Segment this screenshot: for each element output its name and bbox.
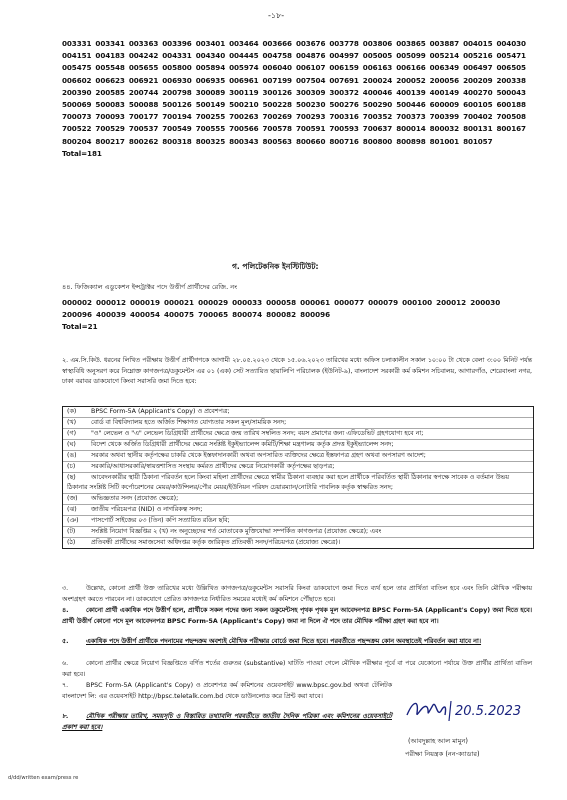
document-item-text: প্রতিবন্ধী প্রার্থীদের সমাজসেবা অধিদপ্তর কর্তৃক জারিকৃত প্রতিবন্ধী সনদ/পরিচয়পত্র (প্রযোজ্য ক্ষেত্রে)। [91, 539, 341, 546]
roll-number: 005005 [362, 51, 393, 61]
roll-number: 700529 [95, 124, 125, 134]
paragraph-4-number: ৪. [62, 607, 69, 614]
roll-total: Total=21 [62, 322, 98, 332]
roll-number: 300372 [329, 87, 359, 97]
document-item-label: (ট) [67, 528, 76, 535]
roll-number: 005099 [396, 51, 426, 61]
roll-number: 800217 [95, 136, 125, 146]
document-item [63, 418, 533, 429]
document-item [63, 451, 533, 462]
roll-number: 000100 [402, 298, 433, 307]
roll-number: 006505 [496, 63, 526, 73]
roll-number: 800325 [195, 136, 226, 146]
roll-number: 007691 [329, 75, 359, 85]
document-item-label: (ঠ) [67, 539, 76, 546]
roll-number: 004445 [229, 51, 259, 61]
document-item [63, 538, 533, 548]
roll-number: 600188 [496, 100, 526, 110]
roll-number: 005214 [429, 51, 460, 61]
document-item [63, 407, 533, 418]
roll-number: 005894 [195, 63, 226, 73]
roll-number: 006349 [429, 63, 460, 73]
document-item [63, 440, 533, 451]
roll-number: 400270 [463, 87, 493, 97]
paragraph-6 [62, 659, 532, 680]
roll-number: 004242 [128, 51, 159, 61]
roll-number: 700566 [229, 124, 259, 134]
roll-number: 700402 [463, 112, 493, 122]
roll-number: 200012 [436, 298, 467, 307]
roll-number: 700555 [195, 124, 226, 134]
roll-number: 000002 [62, 298, 93, 307]
roll-number: 500149 [195, 100, 226, 110]
roll-number: 700352 [362, 112, 393, 122]
roll-number: 003806 [362, 39, 393, 48]
roll-number: 003464 [229, 39, 259, 48]
roll-number: 400139 [396, 87, 426, 97]
roll-number: 006497 [463, 63, 493, 73]
paragraph-8 [62, 712, 392, 733]
roll-number: 003331 [62, 39, 92, 48]
roll-number: 700065 [198, 310, 229, 320]
roll-number: 500290 [362, 100, 393, 110]
roll-number: 800131 [463, 124, 493, 134]
roll-number: 006107 [295, 63, 326, 73]
roll-number: 200056 [429, 75, 460, 85]
roll-number: 003666 [262, 39, 292, 48]
roll-number: 200096 [62, 310, 93, 320]
paragraph-5-number: ৫. [62, 638, 69, 645]
roll-number: 700593 [329, 124, 359, 134]
roll-number: 800032 [429, 124, 460, 134]
roll-number: 004151 [62, 51, 92, 61]
roll-number: 400075 [164, 310, 195, 320]
roll-number: 800318 [162, 136, 192, 146]
roll-number: 600009 [429, 100, 460, 110]
roll-number: 006961 [229, 75, 259, 85]
roll-number: 000029 [198, 298, 229, 307]
roll-number: 000079 [368, 298, 399, 307]
roll-number: 500228 [262, 100, 292, 110]
roll-number: 004997 [329, 51, 359, 61]
document-item [63, 505, 533, 516]
roll-number: 800800 [362, 136, 393, 146]
roll-number: 700263 [229, 112, 259, 122]
paragraph-4 [62, 606, 532, 627]
roll-number: 006935 [195, 75, 226, 85]
roll-number: 000058 [266, 298, 297, 307]
roll-number: 800204 [62, 136, 92, 146]
paragraph-6-text: কোনো প্রার্থীর ক্ষেত্রে নিয়োগ বিজ্ঞপ্তিতে বর্ণিত শর্তের গুরুতর (substantive) ঘাটতি পাওয়া গেলে মৌখিক পরীক্ষার পূর্বে বা পরে যেকোনো পর্যায়ে উক্ত প্রার্থীর প্রার্থিতা বাতিল করা হবে। [62, 660, 532, 678]
roll-number: 005216 [463, 51, 493, 61]
roll-number: 005548 [95, 63, 125, 73]
footer-file-path: d/dd/written exam/press re [8, 775, 79, 781]
roll-number: 005800 [162, 63, 192, 73]
roll-number: 801057 [463, 136, 493, 146]
paragraph-5-text: একাধিক পদে উত্তীর্ণ প্রার্থীকে পদনামের পছন্দক্রম অবশ্যই মৌখিক পরীক্ষার বোর্ডে জমা দিতে হবে। পরবর্তীতে পছন্দক্রম কোন অবস্থাতেই পরিবর্তন করা যাবে না। [86, 638, 482, 645]
roll-number: 200744 [128, 87, 159, 97]
roll-number: 000061 [300, 298, 331, 307]
roll-number: 006163 [362, 63, 393, 73]
paragraph-7-text: BPSC Form-5A (Applicant's Copy) ও প্রবেশপত্র কর্ম কমিশনের ওয়েবসাইট www.bpsc.gov.bd অথবা টেলিটক বাংলাদেশ লি: এর ওয়েবসাইট http://bpsc.teletalk.com.bd থেকে ডাউনলোড করে প্রিন্ট করা যাবে। [62, 682, 392, 700]
roll-number: 800262 [128, 136, 159, 146]
roll-number: 300126 [262, 87, 292, 97]
roll-number: 003778 [329, 39, 359, 48]
document-item-label: (ঞ) [67, 517, 79, 524]
documents-list-box [62, 406, 534, 549]
document-item-text: সংশ্লিষ্ট নিয়োগ বিজ্ঞপ্তির ২ (খ) নং অনুচ্ছেদের শর্ত মোতাবেক মুক্তিযোদ্ধা সম্পর্কিত কাগজপত্র (প্রযোজ্য ক্ষেত্রে); এবং [91, 528, 382, 535]
roll-number: 200030 [470, 298, 501, 307]
document-item-label: (জ) [67, 495, 78, 502]
roll-number: 500043 [496, 87, 526, 97]
roll-number: 400046 [362, 87, 393, 97]
roll-number: 700508 [496, 112, 526, 122]
paragraph-8-number: ৮. [62, 713, 69, 720]
roll-number: 003401 [195, 39, 226, 48]
roll-number: 700073 [62, 112, 92, 122]
roll-number: 300089 [195, 87, 226, 97]
paragraph-2: ২. এম.সি.কিউ. ধরনের লিখিত পরীক্ষায় উত্তীর্ণ প্রার্থীগণকে আগামী ২৮.০৫.২০২৩ থেকে ১৫.০৬.২০২৩ তারিখের মধ্যে অফিস চলাকালীন সকাল ১০:০০ টা থেকে বেলা ৩:০০ মিনিট পর্যন্ত স্বাস্থ্যবিধি অনুসরণ করে নিম্নোক্ত কাগজপত্র/ডকুমেন্টস এর ০১ (এক) সেট সত্যায়িত ছায়ালিপি পরিচালক (ইউনিট-৯), বাংলাদেশ সরকারী কর্ম কমিশন সচিবালয়, আগারগাঁও, শেরেবাংলা নগর, ঢাকা বরাবর ডাকযোগে কিংবা সরাসরি জমা দিতে হবে: [62, 357, 533, 386]
roll-number: 005655 [128, 63, 159, 73]
document-item-text: জাতীয় পরিচয়পত্র (NID) ও নাগরিকত্ব সনদ; [91, 506, 203, 513]
document-item-text: আবেদনকারীর স্থায়ী ঠিকানা পরিবর্তন হলে কিংবা মহিলা প্রার্থীদের ক্ষেত্রে স্বামীর ঠিকানা ব্যবহার করা হলে প্রার্থীকে পরিবর্তিত স্থায়ী ঠিকানার স্বপক্ষে সাবেক ও বর্তমান উভয় ঠিকানার সংশ্লিষ্ট সিটি কর্পোরেশনের মেয়র/কাউন্সিলর/পৌর মেয়র/ইউনিয়ন পরিষদ চেয়ারম্যান/নোটারি পাবলিক কর্তৃক স্বাক্ষরিত সনদ; [67, 474, 509, 491]
roll-number: 700373 [396, 112, 426, 122]
roll-number: 006040 [262, 63, 292, 73]
document-item-label: (ছ) [67, 474, 76, 481]
roll-number-list-2 [62, 297, 532, 334]
document-item [63, 462, 533, 473]
roll-number: 005475 [62, 63, 92, 73]
roll-number: 004183 [95, 51, 125, 61]
roll-number: 400149 [429, 87, 460, 97]
roll-number: 004876 [295, 51, 326, 61]
roll-number: 700194 [162, 112, 192, 122]
roll-number: 700399 [429, 112, 460, 122]
roll-number: 400054 [130, 310, 161, 320]
roll-number: 700578 [262, 124, 292, 134]
roll-number: 500069 [62, 100, 92, 110]
paragraph-7 [62, 681, 392, 702]
roll-number: 006166 [396, 63, 426, 73]
roll-number: 006602 [62, 75, 92, 85]
roll-number: 500126 [162, 100, 192, 110]
roll-number: 300119 [229, 87, 259, 97]
roll-number: 200052 [396, 75, 426, 85]
document-item-label: (ঝ) [67, 506, 77, 513]
document-item-text: সরকার অথবা স্থানীয় কর্তৃপক্ষের চাকরি থেকে ইস্তফাদানকারী অথবা অপসারিত ব্যক্তিদের ক্ষেত্রে ইস্তফাপত্র গ্রহণ অথবা অপসারণ আদেশ; [91, 452, 426, 459]
roll-number: 000019 [130, 298, 161, 307]
roll-number: 800096 [300, 310, 331, 320]
roll-number: 800660 [295, 136, 326, 146]
roll-number: 500446 [396, 100, 426, 110]
signatory-name: (আবদুল্লাহ আল মামুন) [408, 737, 469, 745]
roll-number: 500276 [329, 100, 359, 110]
roll-number: 003363 [128, 39, 159, 48]
roll-number: 800716 [329, 136, 359, 146]
paragraph-4-text: কোনো প্রার্থী একাধিক পদে উত্তীর্ণ হলে, প্রার্থীকে সকল পদের জন্য সকল ডকুমেন্টসহ পৃথক পৃথক মূল আবেদনপত্র BPSC Form-5A (Applicant's Copy) জমা দিতে হবে। প্রার্থী উত্তীর্ণ কোনো পদে মূল আবেদনপত্র BPSC Form-5A (Applicant's Copy) জমা না দিলে ঐ পদে তার মৌখিক পরীক্ষা গ্রহণ করা হবে না। [62, 607, 532, 625]
section-heading: গ. পলিটেকনিক ইনস্টিটিউট: [232, 262, 319, 271]
paragraph-3 [62, 584, 532, 605]
signature-date: 20.5.2023 [455, 704, 522, 719]
roll-number: 700637 [362, 124, 393, 134]
roll-number: 200390 [62, 87, 92, 97]
roll-number: 801001 [429, 136, 460, 146]
handwritten-signature [403, 693, 522, 727]
document-item-text: বিদেশ থেকে অর্জিত ডিগ্রিধারী প্রার্থীদের ক্ষেত্রে সংশ্লিষ্ট ইকুইভ্যালেন্স কমিটি/শিক্ষা মন্ত্রণালয় কর্তৃক প্রদত্ত ইকুইভ্যালেন্স সনদ; [91, 441, 394, 448]
roll-number: 006930 [162, 75, 192, 85]
document-item [63, 473, 533, 494]
roll-number: 800082 [266, 310, 297, 320]
roll-number: 700293 [295, 112, 326, 122]
document-item-label: (ক) [67, 408, 77, 415]
roll-number: 004340 [195, 51, 226, 61]
paragraph-3-number: ৩. [62, 585, 69, 592]
roll-number-list-1 [62, 38, 532, 160]
document-item-label: (ঙ) [67, 452, 77, 459]
roll-number: 007199 [262, 75, 292, 85]
document-item [63, 516, 533, 527]
roll-number: 004015 [463, 39, 493, 48]
roll-number: 003396 [162, 39, 192, 48]
paragraph-5 [62, 637, 532, 648]
roll-number: 700316 [329, 112, 359, 122]
document-item-label: (গ) [67, 430, 77, 437]
roll-number: 700255 [195, 112, 226, 122]
roll-number: 200024 [362, 75, 393, 85]
roll-number: 003341 [95, 39, 125, 48]
roll-number: 004331 [162, 51, 192, 61]
roll-number: 800074 [232, 310, 263, 320]
roll-number: 700093 [95, 112, 125, 122]
roll-number: 700522 [62, 124, 92, 134]
document-item-text: বোর্ড বা বিশ্ববিদ্যালয় হতে অর্জিত শিক্ষাগত যোগ্যতার সকল মূল/সাময়িক সনদ; [91, 419, 287, 426]
roll-number: 800563 [262, 136, 292, 146]
document-item-text: সরকারি/আধাসরকারি/স্বায়ত্তশাসিত সংস্থায় কর্মরত প্রার্থীদের ক্ষেত্রে নিয়োগকারী কর্তৃপক্ষের ছাড়পত্র; [91, 463, 335, 470]
page-number: -১৮- [268, 11, 285, 20]
roll-number: 700177 [128, 112, 159, 122]
roll-number: 200338 [496, 75, 526, 85]
roll-number: 200798 [162, 87, 192, 97]
paragraph-8-text: মৌখিক পরীক্ষার তারিখ, সময়সূচি ও বিস্তারিত তথ্যাবলি পরবর্তীতে জাতীয় দৈনিক পত্রিকা এবং কমিশনের ওয়েবসাইটে প্রকাশ করা হবে। [62, 713, 392, 731]
roll-number: 000033 [232, 298, 263, 307]
roll-number: 006921 [128, 75, 159, 85]
roll-number: 800167 [496, 124, 526, 134]
signatory-title: পরীক্ষা নিয়ন্ত্রক (নন-ক্যাডার) [405, 750, 480, 758]
roll-number: 200209 [463, 75, 493, 85]
roll-number: 700549 [162, 124, 192, 134]
roll-total: Total=181 [62, 148, 102, 158]
roll-number: 800898 [396, 136, 426, 146]
document-item-text: পাসপোর্ট সাইজের ০৩ (তিন) কপি সত্যায়িত রঙিন ছবি; [91, 517, 230, 524]
roll-number: 000021 [164, 298, 195, 307]
roll-number: 006623 [95, 75, 125, 85]
roll-number: 000077 [334, 298, 365, 307]
roll-number: 005974 [229, 63, 259, 73]
document-item-text: "ও" লেভেল ও "এ" লেভেল ডিগ্রিধারী প্রার্থীদের ক্ষেত্রে জন্ম তারিখ সম্বলিত সনদ; বয়স প্রমাণের জন্য এফিডেভিট গ্রহণযোগ্য হবে না; [91, 430, 424, 437]
roll-number: 000012 [96, 298, 127, 307]
roll-number: 500230 [295, 100, 326, 110]
roll-number: 700537 [128, 124, 159, 134]
roll-number: 300309 [295, 87, 326, 97]
paragraph-6-number: ৬. [62, 660, 69, 667]
roll-number: 003865 [396, 39, 426, 48]
document-item-label: (ঘ) [67, 441, 76, 448]
document-item [63, 527, 533, 538]
roll-number: 700269 [262, 112, 292, 122]
roll-number: 004758 [262, 51, 292, 61]
roll-number: 005471 [496, 51, 526, 61]
document-item-label: (খ) [67, 419, 77, 426]
paragraph-7-number: ৭. [62, 682, 69, 689]
roll-number: 500083 [95, 100, 125, 110]
roll-number: 003676 [295, 39, 326, 48]
document-item-text: অভিজ্ঞতার সনদ (প্রযোজ্য ক্ষেত্রে); [91, 495, 179, 502]
roll-number: 600105 [463, 100, 493, 110]
roll-number: 004030 [496, 39, 526, 48]
roll-number: 800014 [396, 124, 426, 134]
document-item-text: BPSC Form-5A (Applicant's Copy) ও প্রবেশপত্র; [91, 408, 230, 415]
roll-number: 500210 [229, 100, 259, 110]
roll-number: 800343 [229, 136, 259, 146]
document-item [63, 429, 533, 440]
roll-number: 006159 [329, 63, 359, 73]
roll-number: 400039 [96, 310, 127, 320]
document-item-label: (চ) [67, 463, 76, 470]
roll-number: 500088 [128, 100, 159, 110]
roll-number: 200585 [95, 87, 125, 97]
roll-number: 007504 [295, 75, 326, 85]
roll-number: 003887 [429, 39, 460, 48]
paragraph-3-text: উল্লেখ্য, কোনো প্রার্থী উক্ত তারিখের মধ্যে উল্লিখিত কাগজপত্র/ডকুমেন্টস সরাসরি কিংবা ডাকযোগে জমা দিতে ব্যর্থ হলে তার প্রার্থিতা বাতিল হবে এবং তিনি মৌখিক পরীক্ষায় অংশগ্রহণ করতে পারবেন না। ডাকযোগে প্রেরিত কাগজপত্র নির্ধারিত সময়ের মধ্যেই কর্ম কমিশনে পৌঁছাতে হবে। [62, 585, 532, 603]
post-title-line: ৪৪. ফিজিক্যাল এডুকেশন ইন্সট্রাক্টর পদে উত্তীর্ণ প্রার্থীদের রেজি. নং [62, 283, 238, 291]
roll-number: 700591 [295, 124, 326, 134]
document-item [63, 494, 533, 505]
